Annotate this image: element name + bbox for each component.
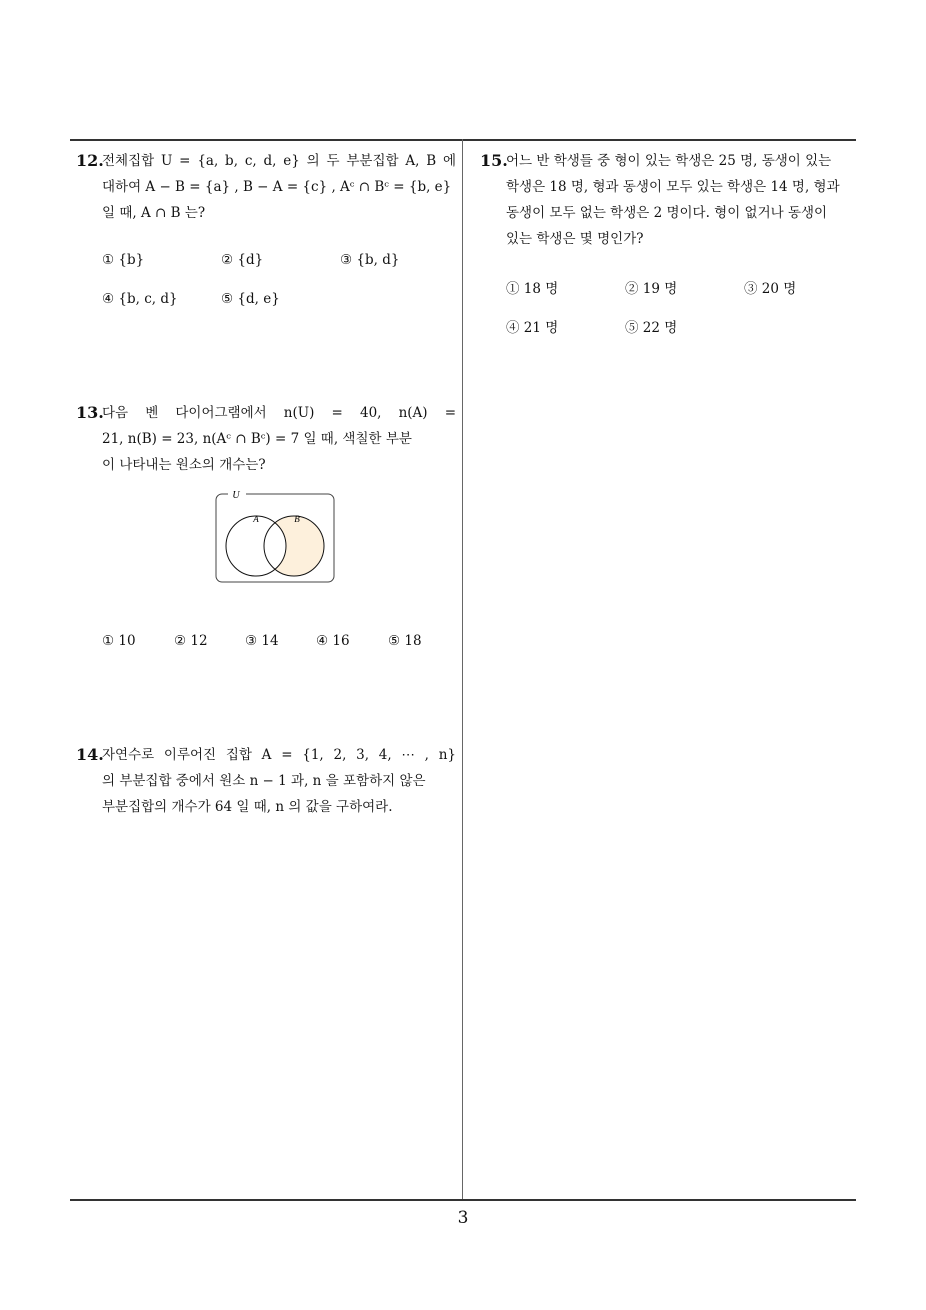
choice-3[interactable]: ③ 14 [245, 633, 279, 649]
choice-4[interactable]: ④ 16 [316, 633, 350, 649]
choice-1[interactable]: ① 10 [102, 633, 136, 649]
column-divider [462, 139, 463, 1201]
problem-text-line: 이 나타내는 원소의 개수는? [102, 457, 266, 473]
problem-text-line: 자연수로 이루어진 집합 A = {1, 2, 3, 4, ⋯ , n} [102, 747, 456, 763]
choice-5[interactable]: ⑤ 18 [388, 633, 422, 649]
problem-13 [76, 400, 456, 478]
problem-text-line: 학생은 18 명, 형과 동생이 모두 있는 학생은 14 명, 형과 [506, 179, 840, 195]
choice-5[interactable]: ⑤ {d, e} [221, 291, 280, 307]
choice-4[interactable]: ④ {b, c, d} [102, 291, 178, 307]
problem-text-line: 의 부분집합 중에서 원소 n − 1 과, n 을 포함하지 않은 [102, 773, 426, 789]
problem-text-line: 전체집합 U = {a, b, c, d, e} 의 두 부분집합 A, B 에 [102, 153, 456, 169]
problem-text-line: 21, n(B) = 23, n(Aᶜ ∩ Bᶜ) = 7 일 때, 색칠한 부분 [102, 431, 412, 447]
problem-text-line: 다음 벤 다이어그램에서 n(U) = 40, n(A) = [102, 405, 456, 421]
set-a-label: A [253, 514, 259, 524]
venn-diagram [214, 486, 338, 586]
universe-label: U [232, 490, 240, 501]
bottom-rule [70, 1199, 856, 1201]
choice-1[interactable]: ① 18 명 [506, 281, 559, 297]
set-b-label: B [294, 514, 300, 524]
problem-text-line: 일 때, A ∩ B 는? [102, 205, 206, 221]
problem-text-line: 있는 학생은 몇 명인가? [506, 231, 644, 247]
problem-12 [76, 148, 456, 226]
choice-3[interactable]: ③ {b, d} [340, 252, 400, 268]
problem-15 [480, 148, 860, 252]
problem-number: 14. [76, 745, 104, 764]
top-rule [70, 139, 856, 141]
choice-1[interactable]: ① {b} [102, 252, 145, 268]
choice-2[interactable]: ② 19 명 [625, 281, 678, 297]
problem-text-line: 대하여 A − B = {a} , B − A = {c} , Aᶜ ∩ Bᶜ = {b, e} [102, 179, 452, 195]
problem-number: 13. [76, 403, 104, 422]
choice-2[interactable]: ② {d} [221, 252, 264, 268]
problem-text-line: 동생이 모두 없는 학생은 2 명이다. 형이 없거나 동생이 [506, 205, 828, 221]
choice-2[interactable]: ② 12 [174, 633, 208, 649]
choice-3[interactable]: ③ 20 명 [744, 281, 797, 297]
problem-text-line: 어느 반 학생들 중 형이 있는 학생은 25 명, 동생이 있는 [506, 153, 832, 169]
choice-4[interactable]: ④ 21 명 [506, 320, 559, 336]
choice-5[interactable]: ⑤ 22 명 [625, 320, 678, 336]
set-a-circle [226, 516, 286, 576]
problem-14 [76, 742, 456, 820]
problem-number: 12. [76, 151, 104, 170]
problem-number: 15. [480, 151, 508, 170]
page-number: 3 [457, 1208, 469, 1228]
problem-text-line: 부분집합의 개수가 64 일 때, n 의 값을 구하여라. [102, 799, 393, 815]
